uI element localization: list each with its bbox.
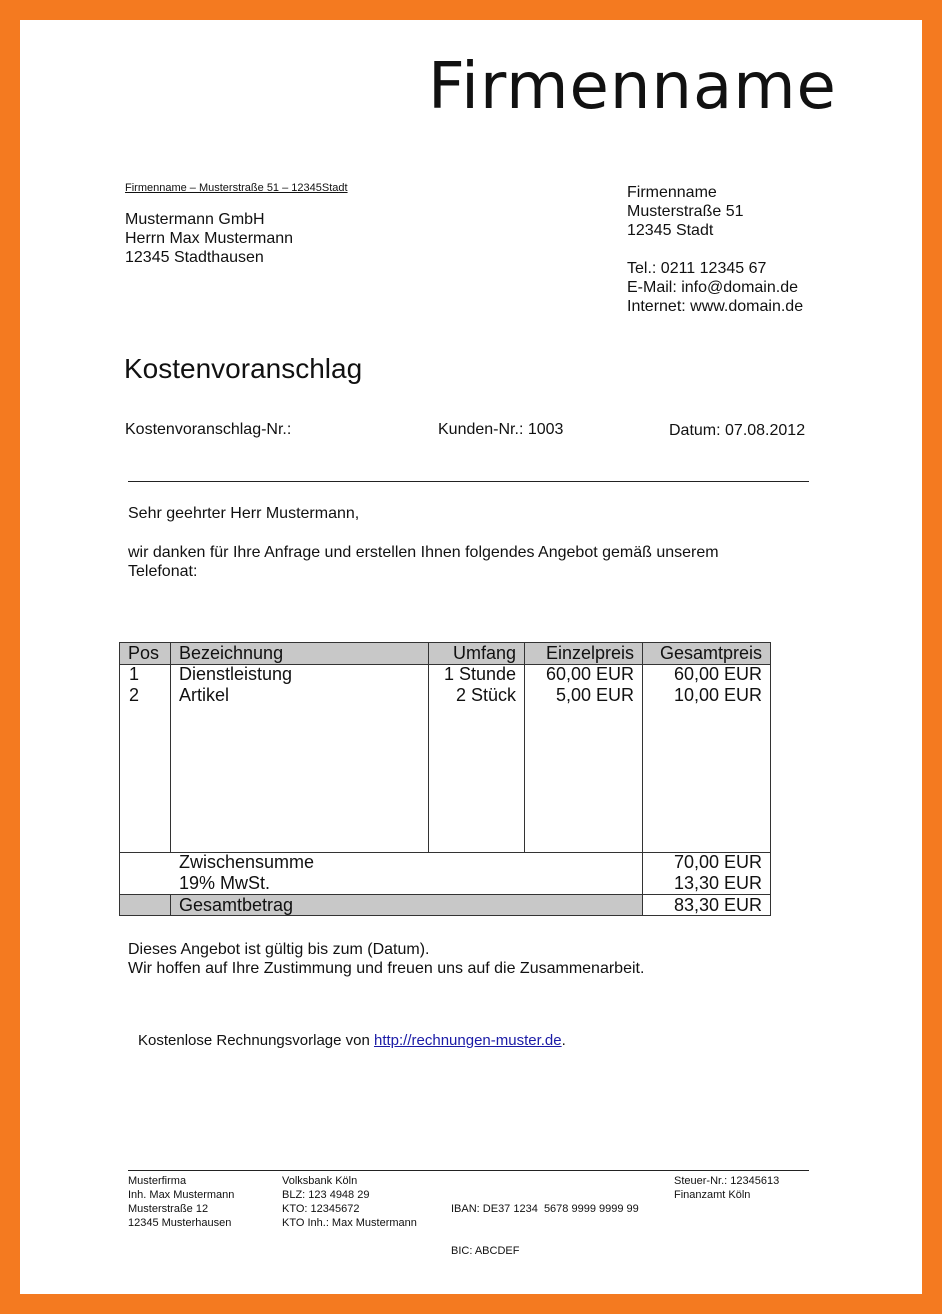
company-title: Firmenname [428,50,837,124]
customer-number: Kunden-Nr.: 1003 [438,421,564,438]
footer-line: Inh. Max Mustermann [128,1189,235,1201]
footer-line: KTO Inh.: Max Mustermann [282,1217,417,1229]
header-pos: Pos [128,643,160,663]
closing-note: Wir hoffen auf Ihre Zustimmung und freuen uns auf die Zusammenarbeit. [128,960,645,977]
document-date: Datum: 07.08.2012 [669,422,806,439]
footer-line: Musterfirma [128,1175,187,1187]
company-address [627,183,743,240]
row-1-description: Dienstleistung [179,664,293,684]
recipient-company: Mustermann GmbH [125,211,265,228]
header-description: Bezeichnung [179,643,284,663]
footer-tax [674,1174,779,1202]
template-link[interactable]: http://rechnungen-muster.de [374,1032,562,1049]
row-2-quantity: 2 Stück [455,685,516,705]
row-1-total-price: 60,00 EUR [673,664,762,684]
subtotal-value: 70,00 EUR [673,852,762,872]
total-label: Gesamtbetrag [179,895,294,915]
header-quantity: Umfang [452,643,516,663]
document-page [20,20,922,1294]
footer-line: IBAN: DE37 1234 5678 9999 9999 99 [451,1203,639,1215]
footer-line: Finanzamt Köln [674,1189,751,1201]
divider [128,481,809,482]
intro-text: wir danken für Ihre Anfrage und erstellen Ihnen folgendes Angebot gemäß unserem Telefonat: [128,544,719,580]
col-divider [170,895,171,915]
footer-company [128,1174,234,1230]
footer-line: 12345 Musterhausen [128,1217,232,1229]
closing-text [128,940,644,978]
footer-line: BLZ: 123 4948 29 [282,1189,370,1201]
document-title: Kostenvoranschlag [124,353,363,384]
footer-line: Steuer-Nr.: 12345613 [674,1175,780,1187]
company-street: Musterstraße 51 [627,203,744,220]
footer-divider [128,1170,809,1171]
company-name: Firmenname [627,184,717,201]
total-value: 83,30 EUR [673,895,762,915]
company-contact [627,259,803,316]
row-2-total-price: 10,00 EUR [673,685,762,705]
row-1-pos: 1 [129,664,140,684]
row-2-description: Artikel [179,685,230,705]
row-1-quantity: 1 Stunde [443,664,516,684]
subtotal-label: Zwischensumme [179,852,315,872]
header-total-price: Gesamtpreis [659,643,762,663]
recipient-city: 12345 Stadthausen [125,249,264,266]
row-1-unit-price: 60,00 EUR [545,664,634,684]
credit-text: Kostenlose Rechnungsvorlage von [138,1032,370,1049]
tax-value: 13,30 EUR [673,873,762,893]
validity-note: Dieses Angebot ist gültig bis zum (Datum). [128,941,430,958]
company-city: 12345 Stadt [627,222,714,239]
credit-suffix: . [561,1032,566,1049]
recipient-address [125,210,293,267]
quote-table [119,642,771,916]
template-credit [138,1032,566,1049]
company-email: E-Mail: info@domain.de [627,279,798,296]
footer-line: Musterstraße 12 [128,1203,209,1215]
sender-line: Firmenname – Musterstraße 51 – 12345Stadt [125,182,348,194]
tax-label: 19% MwSt. [179,873,271,893]
company-web: Internet: www.domain.de [627,298,804,315]
footer-line: BIC: ABCDEF [451,1245,520,1257]
footer-line: KTO: 12345672 [282,1203,360,1215]
footer-iban [451,1174,639,1286]
row-2-unit-price: 5,00 EUR [555,685,634,705]
footer-bank [282,1174,417,1230]
quote-number-label: Kostenvoranschlag-Nr.: [125,421,292,438]
row-2-pos: 2 [129,685,140,705]
header-unit-price: Einzelpreis [545,643,634,663]
footer-line: Volksbank Köln [282,1175,358,1187]
recipient-person: Herrn Max Mustermann [125,230,294,247]
company-phone: Tel.: 0211 12345 67 [627,260,767,277]
salutation: Sehr geehrter Herr Mustermann, [128,505,360,522]
col-divider [170,643,171,853]
